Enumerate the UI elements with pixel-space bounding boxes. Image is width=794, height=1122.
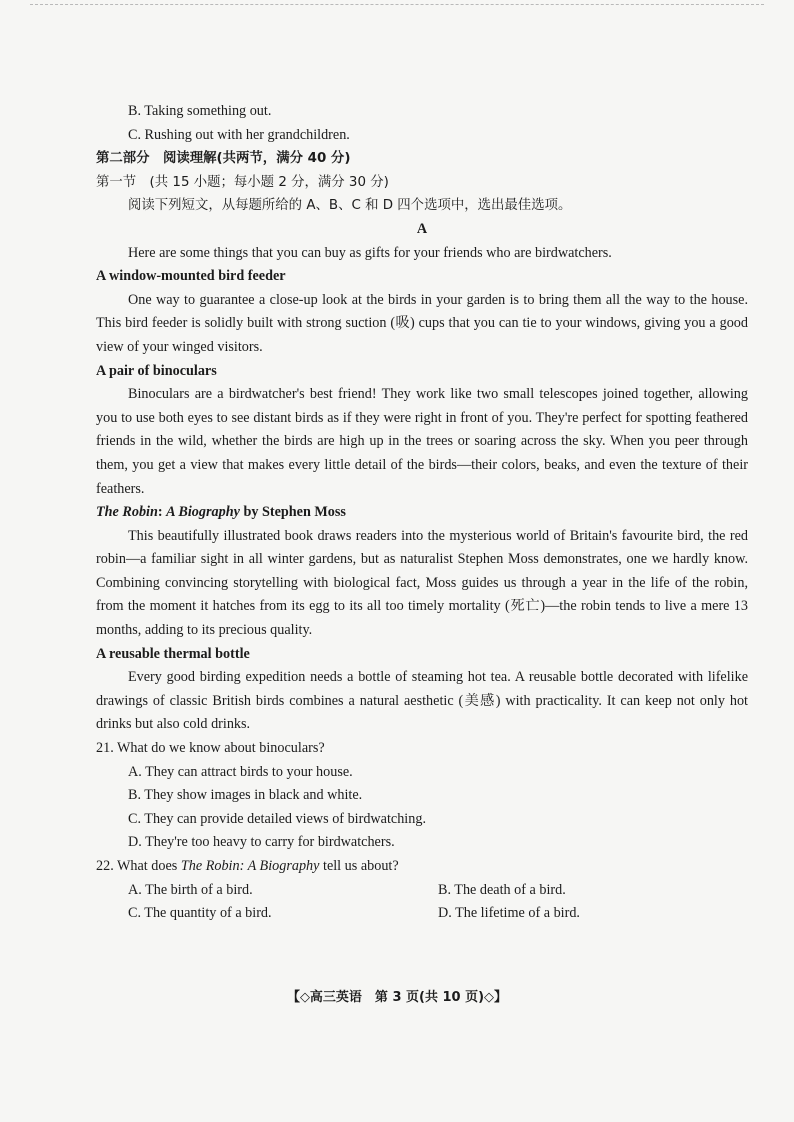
item-heading: A pair of binoculars xyxy=(96,362,217,379)
item-text: Every good birding expedition needs a bottle of steaming hot tea. A reusable bottle decorated with lifelike drawings of classic British birds combines a natural aesthetic (美感) with practicality. It can keep not only hot drinks but also cold drinks. xyxy=(96,669,748,733)
q22-option-c: C. The quantity of a bird. xyxy=(128,905,272,922)
book-title-sep: : xyxy=(157,504,167,521)
q22-prefix: 22. What does xyxy=(96,858,181,874)
question-21-stem: 21. What do we know about binoculars? xyxy=(96,740,325,757)
book-title: The Robin xyxy=(96,504,158,521)
q22-option-b: B. The death of a bird. xyxy=(438,881,566,898)
reading-instruction: 阅读下列短文，从每题所给的 A、B、C 和 D 四个选项中，选出最佳选项。 xyxy=(128,198,572,214)
q22-book-title: The Robin: A Biography xyxy=(180,858,320,874)
q22-options-row1 xyxy=(96,879,748,903)
page-footer: 【◇高三英语 第 3 页(共 10 页)◇】 xyxy=(286,990,508,1005)
part2-title: 第二部分 阅读理解(共两节，满分 40 分) xyxy=(96,151,351,167)
section1-title: 第一节 (共 15 小题；每小题 2 分，满分 30 分) xyxy=(96,174,389,190)
option-c-prev: C. Rushing out with her grandchildren. xyxy=(128,126,350,143)
q22-suffix: tell us about? xyxy=(319,858,399,874)
item-heading-book xyxy=(96,501,748,525)
q22-option-d: D. The lifetime of a bird. xyxy=(438,905,580,922)
q22-option-a: A. The birth of a bird. xyxy=(128,881,253,898)
item-text: One way to guarantee a close-up look at the birds in your garden is to bring them all the way to the house. This bird feeder is solidly built with strong suction (吸) cups that you can tie to your windows, giving you a good view of your winged visitors. xyxy=(96,291,748,355)
q21-option-c: C. They can provide detailed views of birdwatching. xyxy=(128,810,426,827)
q21-option-a: A. They can attract birds to your house. xyxy=(128,763,353,780)
exam-page xyxy=(96,100,748,926)
book-author: by Stephen Moss xyxy=(239,504,346,521)
q21-option-b: B. They show images in black and white. xyxy=(128,787,363,804)
question-22-stem xyxy=(96,855,748,879)
book-subtitle: A Biography xyxy=(166,504,240,521)
q21-option-d: D. They're too heavy to carry for birdwatchers. xyxy=(128,834,395,851)
item-text: Binoculars are a birdwatcher's best friend! They work like two small telescopes joined together, allowing you to use both eyes to see distant birds as if they were right in front of you. They're perfect for spotting feathered friends in the wild, whether the birds are high up in the trees or soaring across the sky. When you peer through them, you get a view that makes every little detail of the birds—their colors, beaks, and even the texture of their feathers. xyxy=(96,386,748,497)
option-b-prev: B. Taking something out. xyxy=(128,103,272,119)
passage-label: A xyxy=(416,220,428,237)
item-heading: A window-mounted bird feeder xyxy=(96,268,286,285)
item-text: This beautifully illustrated book draws readers into the mysterious world of Britain's favourite bird, the red robin—a familiar sight in all winter gardens, but as naturalist Stephen Moss demonstrates, one we hardly know. Combining convincing storytelling with biological fact, Moss guides us through a year in the life of the robin, from the moment it hatches from its egg to its all too timely mortality (死亡)—the robin tends to live a mere 13 months, adding to its precious quality. xyxy=(96,527,748,639)
item-heading: A reusable thermal bottle xyxy=(96,645,250,662)
top-scan-line xyxy=(30,4,764,5)
q22-options-row2 xyxy=(96,902,748,926)
passage-intro: Here are some things that you can buy as gifts for your friends who are birdwatchers. xyxy=(128,244,612,261)
